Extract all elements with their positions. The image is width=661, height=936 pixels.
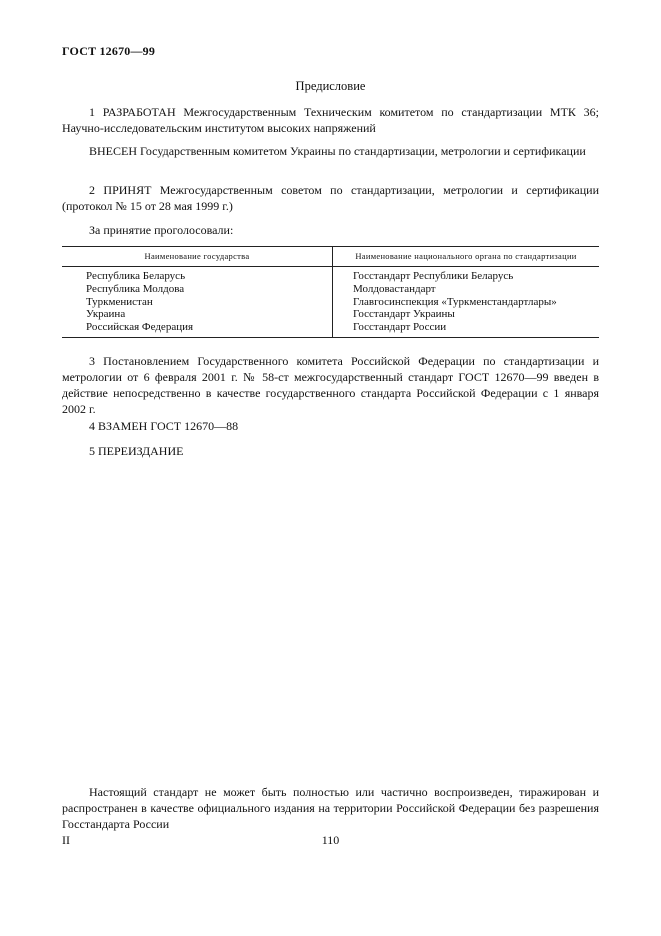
page-number: 110 (321, 833, 340, 847)
paragraph-copyright: Настоящий стандарт не может быть полностью или частично воспроизведен, тиражирован и распространен в качестве официального издания на территории Российской Федерации без разрешения Госстандарта России (62, 785, 599, 831)
table-cell-state: Украина (86, 308, 126, 321)
paragraph-reissue: 5 ПЕРЕИЗДАНИЕ (89, 444, 184, 458)
table-header-divider (62, 266, 599, 267)
table-header-state: Наименование государства (144, 251, 250, 261)
table-cell-body: Госстандарт России (353, 321, 447, 334)
paragraph-replaces: 4 ВЗАМЕН ГОСТ 12670—88 (89, 419, 239, 433)
body-list (353, 270, 593, 334)
table-cell-body: Госстандарт Украины (353, 308, 455, 321)
table-cell-body: Главгосинспекция «Туркменстандартлары» (353, 295, 557, 308)
paragraph-voted: За принятие проголосовали: (89, 223, 234, 237)
table-cell-state: Туркменистан (86, 295, 153, 308)
page-roman-numeral: II (62, 833, 70, 847)
table-cell-state: Республика Молдова (86, 282, 185, 295)
table-header-body: Наименование национального органа по стандартизации (355, 251, 577, 261)
paragraph-developed: 1 РАЗРАБОТАН Межгосударственным Техническим комитетом по стандартизации МТК 36; Научно-исследовательским институтом высоких напряжений (62, 105, 599, 135)
paragraph-decree: 3 Постановлением Государственного комитета Российской Федерации по стандартизации и метрологии от 6 февраля 2001 г. № 58-ст межгосударственный стандарт ГОСТ 12670—99 введен в действие непосредственно в качестве государственного стандарта Российской Федерации с 1 января 2002 г. (62, 354, 599, 416)
voting-table (62, 246, 599, 338)
document-code: ГОСТ 12670—99 (62, 44, 156, 58)
table-cell-state: Республика Беларусь (86, 270, 186, 282)
page-title: Предисловие (295, 79, 366, 93)
table-cell-body: Госстандарт Республики Беларусь (353, 270, 514, 282)
table-cell-body: Молдовастандарт (353, 282, 436, 295)
table-cell-state: Российская Федерация (86, 321, 194, 334)
paragraph-introduced: ВНЕСЕН Государственным комитетом Украины по стандартизации, метрологии и сертификации (89, 144, 586, 158)
state-list (86, 270, 326, 334)
paragraph-adopted: 2 ПРИНЯТ Межгосударственным советом по стандартизации, метрологии и сертификации (протокол № 15 от 28 мая 1999 г.) (62, 183, 599, 213)
